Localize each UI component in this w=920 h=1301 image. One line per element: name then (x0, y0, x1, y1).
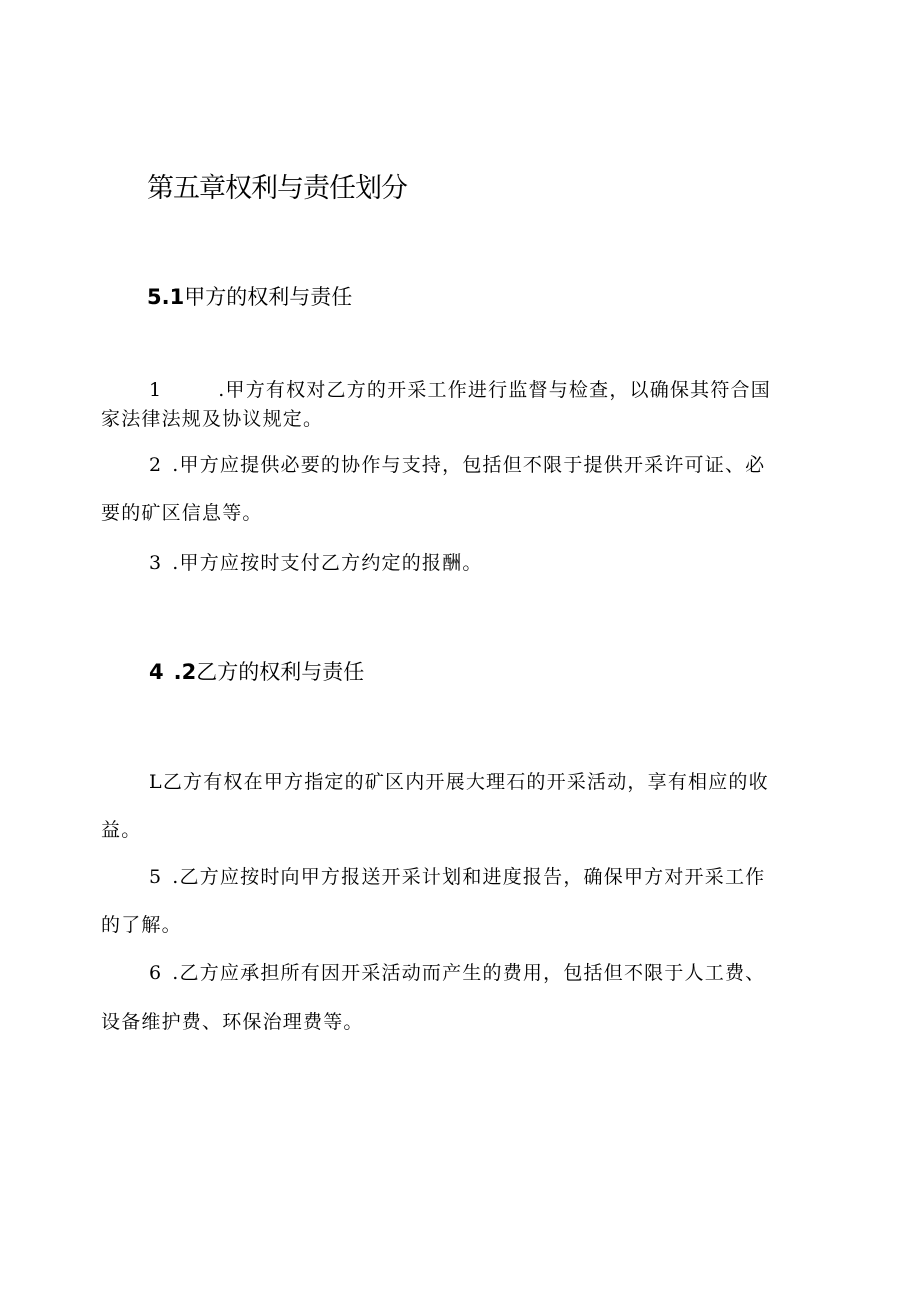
chapter-title: 第五章权利与责任划分 (147, 173, 407, 204)
list-item-2-line2: 要的矿区信息等。 (101, 502, 263, 524)
item-text: .乙方应按时向甲方报送开采计划和进度报告，确保甲方对开采工作 (172, 866, 766, 888)
list-item-1-line1 (149, 375, 771, 402)
item-number: 5 (149, 866, 163, 888)
list-item-1-line2: 家法律法规及协议规定。 (101, 408, 324, 430)
section-title: 乙方的权利与责任 (196, 660, 365, 684)
item-number: 2 (149, 454, 163, 476)
item-number: 3 (149, 552, 163, 574)
item-number: 6 (149, 962, 163, 984)
section-heading-4-2 (149, 656, 364, 686)
list-item-6-line2: 设备维护费、环保治理费等。 (101, 1011, 364, 1033)
list-item-3-line1 (149, 548, 483, 575)
list-item-5-line2: 的了解。 (101, 914, 182, 936)
list-item-2-line1 (149, 450, 765, 477)
item-text: .甲方应按时支付乙方约定的报酬。 (172, 552, 483, 574)
section-number: 5.1 (147, 285, 185, 309)
section-number: .2 (173, 660, 197, 684)
section-heading-5-1 (147, 281, 352, 311)
list-item-6-line1 (149, 958, 765, 985)
item-number: 1 (149, 379, 163, 401)
section-number-prefix: 4 (149, 660, 164, 684)
item-text: .甲方应提供必要的协作与支持，包括但不限于提供开采许可证、必 (172, 454, 766, 476)
item-text: .乙方应承担所有因开采活动而产生的费用，包括但不限于人工费、 (172, 962, 766, 984)
list-item-l-line2: 益。 (101, 819, 142, 841)
section-title: 甲方的权利与责任 (184, 285, 353, 309)
item-text: .甲方有权对乙方的开采工作进行监督与检查，以确保其符合国 (218, 379, 771, 401)
list-item-5-line1 (149, 862, 765, 889)
list-item-l-line1: L乙方有权在甲方指定的矿区内开展大理石的开采活动，享有相应的收 (149, 771, 769, 793)
